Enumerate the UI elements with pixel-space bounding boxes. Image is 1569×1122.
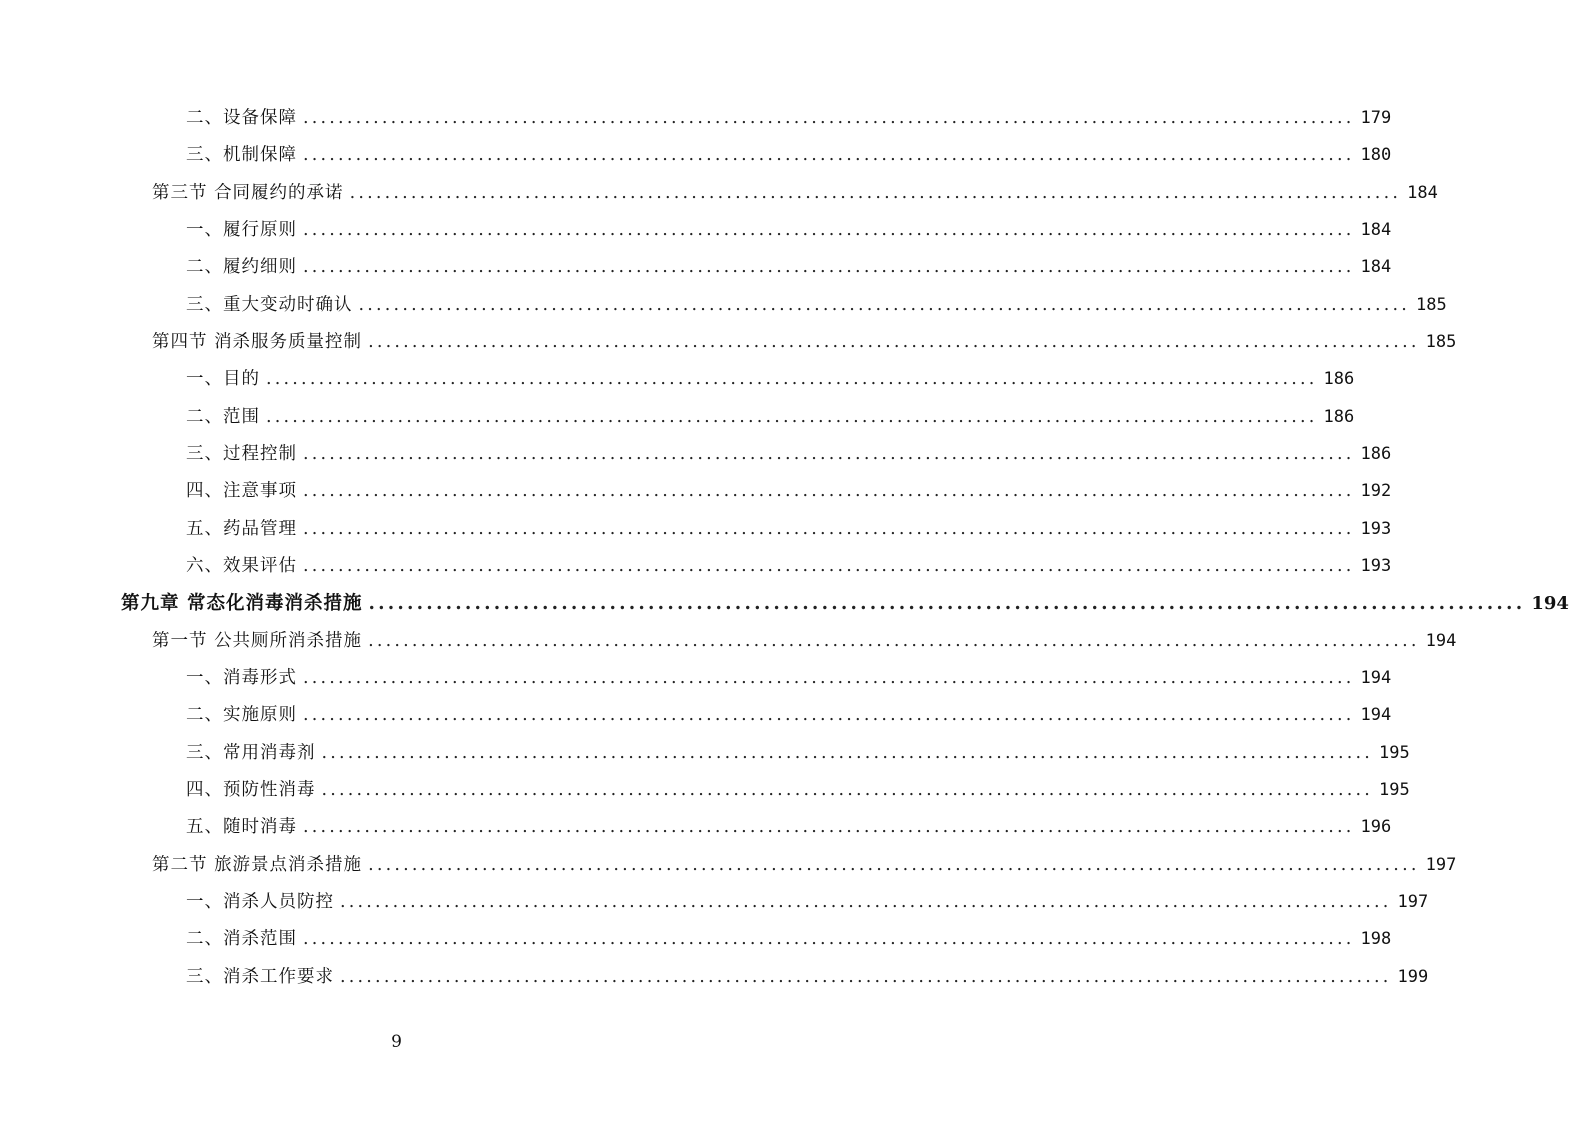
toc-entry[interactable]	[0, 137, 1392, 174]
toc-entry-page: 194	[1360, 667, 1392, 688]
toc-dot-leader: ........................................................................................................................	[303, 555, 1355, 576]
toc-entry[interactable]	[0, 399, 1355, 436]
toc-dot-leader: ........................................................................................................................	[368, 593, 1526, 615]
toc-dot-leader: ........................................................................................................................	[303, 219, 1355, 240]
toc-dot-leader: ........................................................................................................................	[303, 145, 1355, 166]
toc-entry-title: 六、效果评估	[186, 555, 297, 576]
toc-entry-title: 五、药品管理	[186, 518, 297, 539]
toc-dot-leader: ........................................................................................................................	[303, 108, 1355, 128]
toc-dot-leader: ........................................................................................................................	[303, 443, 1355, 464]
toc-entry-page: 193	[1360, 555, 1392, 576]
toc-entry-title: 五、随时消毒	[186, 817, 297, 838]
toc-dot-leader: ........................................................................................................................	[303, 518, 1355, 539]
toc-entry-page: 180	[1360, 145, 1392, 166]
toc-entry[interactable]	[0, 735, 1410, 772]
toc-entry[interactable]	[0, 772, 1410, 809]
toc-entry[interactable]	[0, 361, 1355, 398]
toc-entry-title: 一、目的	[186, 369, 260, 390]
toc-entry-page: 184	[1360, 219, 1392, 240]
toc-dot-leader: ........................................................................................................................	[266, 369, 1318, 390]
toc-entry[interactable]	[0, 623, 1457, 660]
toc-entry-title: 三、常用消毒剂	[186, 742, 316, 763]
toc-entry-title: 第四节 消杀服务质量控制	[152, 331, 363, 352]
toc-entry-page: 184	[1407, 182, 1438, 203]
toc-dot-leader: ........................................................................................................................	[349, 182, 1402, 203]
toc-entry-page: 185	[1425, 331, 1457, 352]
toc-entry-title: 二、范围	[186, 406, 260, 427]
toc-entry[interactable]	[0, 847, 1457, 884]
toc-entry[interactable]	[0, 473, 1392, 510]
toc-entry-title: 二、消杀范围	[186, 929, 297, 950]
toc-entry-title: 第九章 常态化消毒消杀措施	[121, 593, 363, 615]
toc-entry[interactable]	[0, 697, 1392, 734]
toc-entry-title: 三、消杀工作要求	[186, 966, 334, 987]
toc-dot-leader: ........................................................................................................................	[340, 891, 1392, 912]
toc-entry-page: 193	[1360, 518, 1392, 539]
toc-entry-page: 179	[1360, 108, 1392, 128]
toc-entry-title: 四、预防性消毒	[186, 779, 316, 800]
toc-dot-leader: ........................................................................................................................	[340, 966, 1392, 987]
toc-entry-page: 184	[1360, 257, 1392, 278]
toc-entry[interactable]	[0, 249, 1392, 286]
toc-dot-leader: ........................................................................................................................	[303, 817, 1355, 838]
toc-dot-leader: ........................................................................................................................	[321, 742, 1374, 763]
toc-dot-leader: ........................................................................................................................	[368, 331, 1420, 352]
toc-entry-page: 195	[1379, 742, 1410, 763]
toc-dot-leader: ........................................................................................................................	[358, 294, 1411, 315]
toc-entry-page: 194	[1360, 705, 1392, 726]
toc-dot-leader: ........................................................................................................................	[368, 854, 1420, 875]
toc-entry[interactable]	[0, 511, 1392, 548]
toc-dot-leader: ........................................................................................................................	[303, 481, 1355, 502]
toc-entry-title: 二、设备保障	[186, 108, 297, 128]
toc-entry[interactable]	[0, 921, 1392, 958]
toc-entry-title: 一、履行原则	[186, 219, 297, 240]
toc-entry-title: 第二节 旅游景点消杀措施	[152, 854, 363, 875]
toc-entry[interactable]	[0, 660, 1392, 697]
toc-entry-page: 196	[1360, 817, 1392, 838]
toc-entry-page: 192	[1360, 481, 1392, 502]
toc-entry[interactable]	[0, 585, 1569, 622]
toc-entry[interactable]	[0, 175, 1438, 212]
toc-entry[interactable]	[0, 212, 1392, 249]
toc-entry-title: 二、实施原则	[186, 705, 297, 726]
toc-entry-title: 三、重大变动时确认	[186, 294, 353, 315]
toc-entry-page: 199	[1397, 966, 1429, 987]
toc-dot-leader: ........................................................................................................................	[303, 929, 1355, 950]
toc-entry-page: 195	[1379, 779, 1410, 800]
toc-dot-leader: ........................................................................................................................	[303, 705, 1355, 726]
toc-dot-leader: ........................................................................................................................	[266, 406, 1318, 427]
toc-entry-title: 一、消毒形式	[186, 667, 297, 688]
toc-entry-page: 197	[1425, 854, 1457, 875]
toc-entry[interactable]	[0, 324, 1457, 361]
toc-dot-leader: ........................................................................................................................	[368, 630, 1420, 651]
toc-entry-page: 185	[1416, 294, 1447, 315]
toc-entry-page: 198	[1360, 929, 1392, 950]
toc-entry-page: 186	[1360, 443, 1392, 464]
toc-entry-title: 二、履约细则	[186, 257, 297, 278]
toc-entry[interactable]	[0, 809, 1392, 846]
toc-entry-title: 一、消杀人员防控	[186, 891, 334, 912]
toc-entry-page: 186	[1323, 406, 1355, 427]
toc-entry-title: 三、机制保障	[186, 145, 297, 166]
toc-entry-title: 三、过程控制	[186, 443, 297, 464]
toc-entry-title: 四、注意事项	[186, 481, 297, 502]
toc-entry-page: 194	[1425, 630, 1457, 651]
toc-entry-title: 第一节 公共厕所消杀措施	[152, 630, 363, 651]
toc-dot-leader: ........................................................................................................................	[303, 667, 1355, 688]
page-number: 9	[391, 1032, 402, 1052]
toc-entry-page: 186	[1323, 369, 1355, 390]
toc-entry[interactable]	[0, 959, 1429, 996]
toc-entry-page: 194	[1531, 593, 1569, 615]
toc-dot-leader: ........................................................................................................................	[321, 779, 1374, 800]
toc-entry[interactable]	[0, 100, 1392, 137]
toc-entry-page: 197	[1397, 891, 1429, 912]
toc-entry[interactable]	[0, 884, 1429, 921]
toc-entry[interactable]	[0, 436, 1392, 473]
toc-entry-title: 第三节 合同履约的承诺	[152, 182, 344, 203]
toc-entry[interactable]	[0, 548, 1392, 585]
toc-entry[interactable]	[0, 287, 1447, 324]
toc-dot-leader: ........................................................................................................................	[303, 257, 1355, 278]
table-of-contents	[0, 100, 1569, 996]
